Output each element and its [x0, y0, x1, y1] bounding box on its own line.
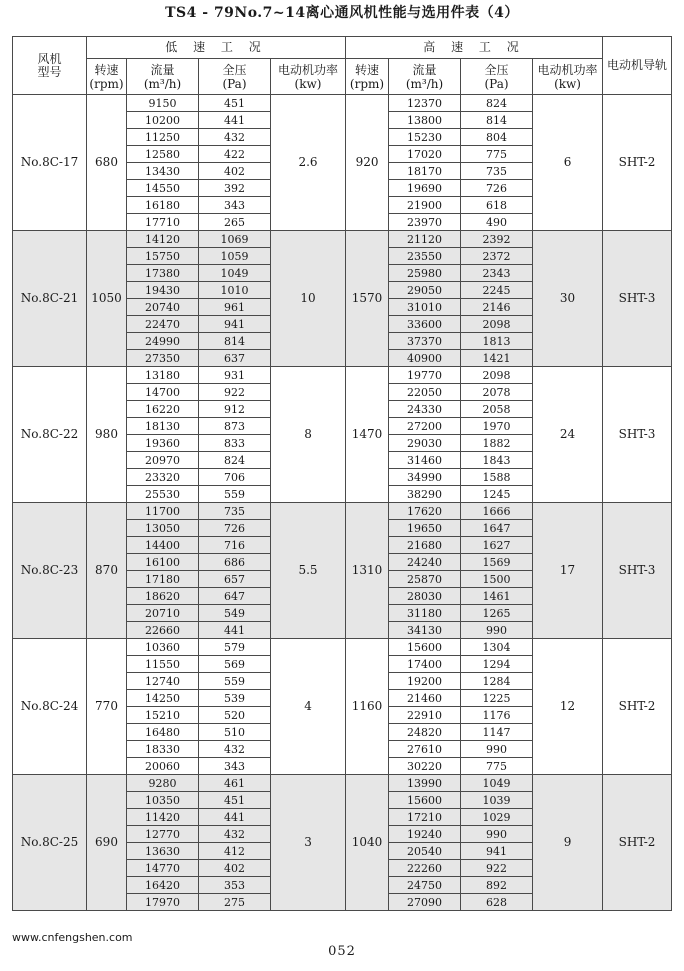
rail-cell: SHT-2	[603, 775, 672, 911]
high-pressure-cell: 1304	[461, 639, 533, 656]
low-flow-cell: 20710	[127, 605, 199, 622]
high-flow-cell: 25980	[389, 265, 461, 282]
high-flow-cell: 34990	[389, 469, 461, 486]
model-group-8c-23	[13, 503, 672, 639]
high-pressure-cell: 1882	[461, 435, 533, 452]
low-rpm-cell: 1050	[87, 231, 127, 367]
high-flow-cell: 24750	[389, 877, 461, 894]
low-pressure-cell: 422	[199, 146, 271, 163]
header-high-pressure: 全压 (Pa)	[461, 59, 533, 95]
header-low-pressure: 全压 (Pa)	[199, 59, 271, 95]
high-pressure-cell: 1294	[461, 656, 533, 673]
low-flow-cell: 19360	[127, 435, 199, 452]
low-pressure-cell: 569	[199, 656, 271, 673]
rail-cell: SHT-3	[603, 367, 672, 503]
low-flow-cell: 18330	[127, 741, 199, 758]
high-pressure-cell: 735	[461, 163, 533, 180]
high-flow-cell: 37370	[389, 333, 461, 350]
model-group-8c-21	[13, 231, 672, 367]
low-flow-cell: 19430	[127, 282, 199, 299]
high-power-cell: 9	[533, 775, 603, 911]
high-rpm-cell: 1570	[346, 231, 389, 367]
low-pressure-cell: 539	[199, 690, 271, 707]
high-pressure-cell: 2098	[461, 367, 533, 384]
low-pressure-cell: 392	[199, 180, 271, 197]
high-pressure-cell: 2078	[461, 384, 533, 401]
high-pressure-cell: 2392	[461, 231, 533, 248]
low-flow-cell: 9150	[127, 95, 199, 112]
high-pressure-cell: 2146	[461, 299, 533, 316]
low-pressure-cell: 961	[199, 299, 271, 316]
low-flow-cell: 22660	[127, 622, 199, 639]
header-low-power: 电动机功率 (kw)	[271, 59, 346, 95]
page-number: 052	[328, 944, 356, 959]
low-flow-cell: 24990	[127, 333, 199, 350]
low-pressure-cell: 922	[199, 384, 271, 401]
low-flow-cell: 16480	[127, 724, 199, 741]
high-pressure-cell: 775	[461, 146, 533, 163]
high-flow-cell: 23550	[389, 248, 461, 265]
high-flow-cell: 21900	[389, 197, 461, 214]
low-rpm-cell: 690	[87, 775, 127, 911]
low-flow-cell: 17180	[127, 571, 199, 588]
low-flow-cell: 14120	[127, 231, 199, 248]
low-pressure-cell: 706	[199, 469, 271, 486]
high-power-cell: 24	[533, 367, 603, 503]
high-pressure-cell: 922	[461, 860, 533, 877]
high-flow-cell: 21680	[389, 537, 461, 554]
low-rpm-cell: 770	[87, 639, 127, 775]
high-pressure-cell: 2372	[461, 248, 533, 265]
low-pressure-cell: 441	[199, 622, 271, 639]
high-flow-cell: 21120	[389, 231, 461, 248]
model-group-8c-24	[13, 639, 672, 775]
high-rpm-cell: 1310	[346, 503, 389, 639]
high-rpm-cell: 1470	[346, 367, 389, 503]
low-flow-cell: 17380	[127, 265, 199, 282]
high-pressure-cell: 1569	[461, 554, 533, 571]
low-pressure-cell: 1069	[199, 231, 271, 248]
low-flow-cell: 10360	[127, 639, 199, 656]
low-rpm-cell: 980	[87, 367, 127, 503]
table-header	[13, 37, 672, 95]
model-cell: No.8C-17	[13, 95, 87, 231]
high-flow-cell: 19200	[389, 673, 461, 690]
low-flow-cell: 11250	[127, 129, 199, 146]
low-flow-cell: 25530	[127, 486, 199, 503]
low-pressure-cell: 265	[199, 214, 271, 231]
low-pressure-cell: 432	[199, 826, 271, 843]
high-pressure-cell: 1627	[461, 537, 533, 554]
header-low-speed-group: 低 速 工 况	[87, 37, 346, 59]
high-flow-cell: 19650	[389, 520, 461, 537]
high-pressure-cell: 628	[461, 894, 533, 911]
high-flow-cell: 15230	[389, 129, 461, 146]
high-pressure-cell: 1843	[461, 452, 533, 469]
low-flow-cell: 27350	[127, 350, 199, 367]
high-flow-cell: 27610	[389, 741, 461, 758]
high-pressure-cell: 892	[461, 877, 533, 894]
low-flow-cell: 11700	[127, 503, 199, 520]
low-pressure-cell: 353	[199, 877, 271, 894]
high-flow-cell: 12370	[389, 95, 461, 112]
low-flow-cell: 22470	[127, 316, 199, 333]
high-pressure-cell: 618	[461, 197, 533, 214]
header-model: 风机 型号	[13, 37, 87, 95]
high-flow-cell: 31180	[389, 605, 461, 622]
low-pressure-cell: 343	[199, 197, 271, 214]
high-pressure-cell: 1029	[461, 809, 533, 826]
high-pressure-cell: 726	[461, 180, 533, 197]
low-pressure-cell: 716	[199, 537, 271, 554]
high-flow-cell: 29030	[389, 435, 461, 452]
high-pressure-cell: 1647	[461, 520, 533, 537]
high-pressure-cell: 1421	[461, 350, 533, 367]
model-group-8c-25	[13, 775, 672, 911]
low-pressure-cell: 637	[199, 350, 271, 367]
high-flow-cell: 13800	[389, 112, 461, 129]
high-pressure-cell: 2245	[461, 282, 533, 299]
header-high-power: 电动机功率 (kw)	[533, 59, 603, 95]
low-pressure-cell: 451	[199, 792, 271, 809]
low-power-cell: 2.6	[271, 95, 346, 231]
low-pressure-cell: 912	[199, 401, 271, 418]
header-low-flow: 流量 (m³/h)	[127, 59, 199, 95]
high-pressure-cell: 1147	[461, 724, 533, 741]
high-flow-cell: 29050	[389, 282, 461, 299]
low-pressure-cell: 432	[199, 129, 271, 146]
high-flow-cell: 31460	[389, 452, 461, 469]
high-pressure-cell: 1666	[461, 503, 533, 520]
high-pressure-cell: 1500	[461, 571, 533, 588]
low-pressure-cell: 873	[199, 418, 271, 435]
high-flow-cell: 18170	[389, 163, 461, 180]
low-flow-cell: 18620	[127, 588, 199, 605]
high-flow-cell: 28030	[389, 588, 461, 605]
low-flow-cell: 11420	[127, 809, 199, 826]
high-pressure-cell: 1970	[461, 418, 533, 435]
header-high-speed-group: 高 速 工 况	[346, 37, 603, 59]
high-pressure-cell: 1461	[461, 588, 533, 605]
low-power-cell: 5.5	[271, 503, 346, 639]
model-group-8c-22	[13, 367, 672, 503]
low-flow-cell: 16100	[127, 554, 199, 571]
low-pressure-cell: 432	[199, 741, 271, 758]
high-flow-cell: 15600	[389, 639, 461, 656]
low-flow-cell: 14250	[127, 690, 199, 707]
low-pressure-cell: 559	[199, 673, 271, 690]
low-pressure-cell: 412	[199, 843, 271, 860]
low-pressure-cell: 402	[199, 860, 271, 877]
low-flow-cell: 14550	[127, 180, 199, 197]
low-flow-cell: 20740	[127, 299, 199, 316]
high-flow-cell: 34130	[389, 622, 461, 639]
fan-performance-table	[12, 36, 672, 911]
high-pressure-cell: 814	[461, 112, 533, 129]
high-pressure-cell: 775	[461, 758, 533, 775]
model-cell: No.8C-25	[13, 775, 87, 911]
high-rpm-cell: 920	[346, 95, 389, 231]
high-pressure-cell: 990	[461, 741, 533, 758]
low-pressure-cell: 686	[199, 554, 271, 571]
low-flow-cell: 10350	[127, 792, 199, 809]
low-pressure-cell: 833	[199, 435, 271, 452]
low-power-cell: 4	[271, 639, 346, 775]
low-flow-cell: 16220	[127, 401, 199, 418]
model-cell: No.8C-23	[13, 503, 87, 639]
high-pressure-cell: 2343	[461, 265, 533, 282]
high-flow-cell: 30220	[389, 758, 461, 775]
low-pressure-cell: 1049	[199, 265, 271, 282]
high-flow-cell: 17620	[389, 503, 461, 520]
high-pressure-cell: 990	[461, 826, 533, 843]
high-flow-cell: 31010	[389, 299, 461, 316]
high-flow-cell: 17400	[389, 656, 461, 673]
low-flow-cell: 20060	[127, 758, 199, 775]
high-pressure-cell: 990	[461, 622, 533, 639]
high-flow-cell: 17210	[389, 809, 461, 826]
low-pressure-cell: 549	[199, 605, 271, 622]
low-pressure-cell: 451	[199, 95, 271, 112]
high-rpm-cell: 1160	[346, 639, 389, 775]
high-pressure-cell: 2058	[461, 401, 533, 418]
high-flow-cell: 22260	[389, 860, 461, 877]
low-pressure-cell: 441	[199, 112, 271, 129]
low-flow-cell: 11550	[127, 656, 199, 673]
low-flow-cell: 13630	[127, 843, 199, 860]
header-motor-rail: 电动机导轨	[603, 37, 672, 95]
high-power-cell: 17	[533, 503, 603, 639]
fan-performance-table-container	[12, 36, 671, 911]
low-pressure-cell: 657	[199, 571, 271, 588]
low-pressure-cell: 941	[199, 316, 271, 333]
high-flow-cell: 24240	[389, 554, 461, 571]
low-power-cell: 8	[271, 367, 346, 503]
low-pressure-cell: 441	[199, 809, 271, 826]
high-pressure-cell: 1813	[461, 333, 533, 350]
high-pressure-cell: 2098	[461, 316, 533, 333]
low-power-cell: 10	[271, 231, 346, 367]
low-pressure-cell: 1059	[199, 248, 271, 265]
high-pressure-cell: 941	[461, 843, 533, 860]
header-high-speed: 转速 (rpm)	[346, 59, 389, 95]
high-rpm-cell: 1040	[346, 775, 389, 911]
high-flow-cell: 19690	[389, 180, 461, 197]
high-flow-cell: 20540	[389, 843, 461, 860]
low-rpm-cell: 680	[87, 95, 127, 231]
high-flow-cell: 17020	[389, 146, 461, 163]
page-title: TS4 - 79No.7~14离心通风机性能与选用件表（4）	[165, 5, 519, 21]
high-flow-cell: 15600	[389, 792, 461, 809]
high-pressure-cell: 1176	[461, 707, 533, 724]
high-flow-cell: 21460	[389, 690, 461, 707]
high-power-cell: 6	[533, 95, 603, 231]
high-flow-cell: 19770	[389, 367, 461, 384]
high-pressure-cell: 824	[461, 95, 533, 112]
high-pressure-cell: 1284	[461, 673, 533, 690]
low-flow-cell: 12740	[127, 673, 199, 690]
low-pressure-cell: 402	[199, 163, 271, 180]
high-flow-cell: 40900	[389, 350, 461, 367]
low-flow-cell: 14400	[127, 537, 199, 554]
low-pressure-cell: 735	[199, 503, 271, 520]
rail-cell: SHT-3	[603, 503, 672, 639]
low-flow-cell: 18130	[127, 418, 199, 435]
low-pressure-cell: 814	[199, 333, 271, 350]
rail-cell: SHT-2	[603, 639, 672, 775]
low-flow-cell: 15210	[127, 707, 199, 724]
high-flow-cell: 13990	[389, 775, 461, 792]
footer-url: www.cnfengshen.com	[12, 931, 133, 944]
low-flow-cell: 17970	[127, 894, 199, 911]
low-pressure-cell: 824	[199, 452, 271, 469]
high-flow-cell: 19240	[389, 826, 461, 843]
low-flow-cell: 17710	[127, 214, 199, 231]
high-pressure-cell: 1265	[461, 605, 533, 622]
low-flow-cell: 14770	[127, 860, 199, 877]
high-flow-cell: 27200	[389, 418, 461, 435]
high-flow-cell: 23970	[389, 214, 461, 231]
high-pressure-cell: 1049	[461, 775, 533, 792]
low-pressure-cell: 510	[199, 724, 271, 741]
high-pressure-cell: 1225	[461, 690, 533, 707]
high-pressure-cell: 1588	[461, 469, 533, 486]
rail-cell: SHT-2	[603, 95, 672, 231]
low-flow-cell: 12770	[127, 826, 199, 843]
header-high-flow: 流量 (m³/h)	[389, 59, 461, 95]
low-flow-cell: 14700	[127, 384, 199, 401]
high-power-cell: 12	[533, 639, 603, 775]
high-pressure-cell: 490	[461, 214, 533, 231]
model-cell: No.8C-24	[13, 639, 87, 775]
high-flow-cell: 33600	[389, 316, 461, 333]
low-pressure-cell: 520	[199, 707, 271, 724]
high-pressure-cell: 1039	[461, 792, 533, 809]
high-flow-cell: 27090	[389, 894, 461, 911]
header-low-speed: 转速 (rpm)	[87, 59, 127, 95]
low-flow-cell: 13180	[127, 367, 199, 384]
low-flow-cell: 16420	[127, 877, 199, 894]
low-pressure-cell: 559	[199, 486, 271, 503]
low-pressure-cell: 647	[199, 588, 271, 605]
low-flow-cell: 23320	[127, 469, 199, 486]
low-pressure-cell: 579	[199, 639, 271, 656]
high-flow-cell: 24820	[389, 724, 461, 741]
low-flow-cell: 20970	[127, 452, 199, 469]
low-pressure-cell: 1010	[199, 282, 271, 299]
high-pressure-cell: 1245	[461, 486, 533, 503]
rail-cell: SHT-3	[603, 231, 672, 367]
low-flow-cell: 10200	[127, 112, 199, 129]
high-flow-cell: 25870	[389, 571, 461, 588]
low-flow-cell: 16180	[127, 197, 199, 214]
low-pressure-cell: 343	[199, 758, 271, 775]
low-flow-cell: 13050	[127, 520, 199, 537]
model-group-8c-17	[13, 95, 672, 231]
high-flow-cell: 24330	[389, 401, 461, 418]
low-power-cell: 3	[271, 775, 346, 911]
high-flow-cell: 38290	[389, 486, 461, 503]
model-cell: No.8C-21	[13, 231, 87, 367]
low-pressure-cell: 931	[199, 367, 271, 384]
low-flow-cell: 15750	[127, 248, 199, 265]
low-flow-cell: 12580	[127, 146, 199, 163]
low-pressure-cell: 726	[199, 520, 271, 537]
model-cell: No.8C-22	[13, 367, 87, 503]
low-pressure-cell: 461	[199, 775, 271, 792]
low-pressure-cell: 275	[199, 894, 271, 911]
low-rpm-cell: 870	[87, 503, 127, 639]
high-pressure-cell: 804	[461, 129, 533, 146]
low-flow-cell: 9280	[127, 775, 199, 792]
high-flow-cell: 22050	[389, 384, 461, 401]
high-power-cell: 30	[533, 231, 603, 367]
high-flow-cell: 22910	[389, 707, 461, 724]
low-flow-cell: 13430	[127, 163, 199, 180]
